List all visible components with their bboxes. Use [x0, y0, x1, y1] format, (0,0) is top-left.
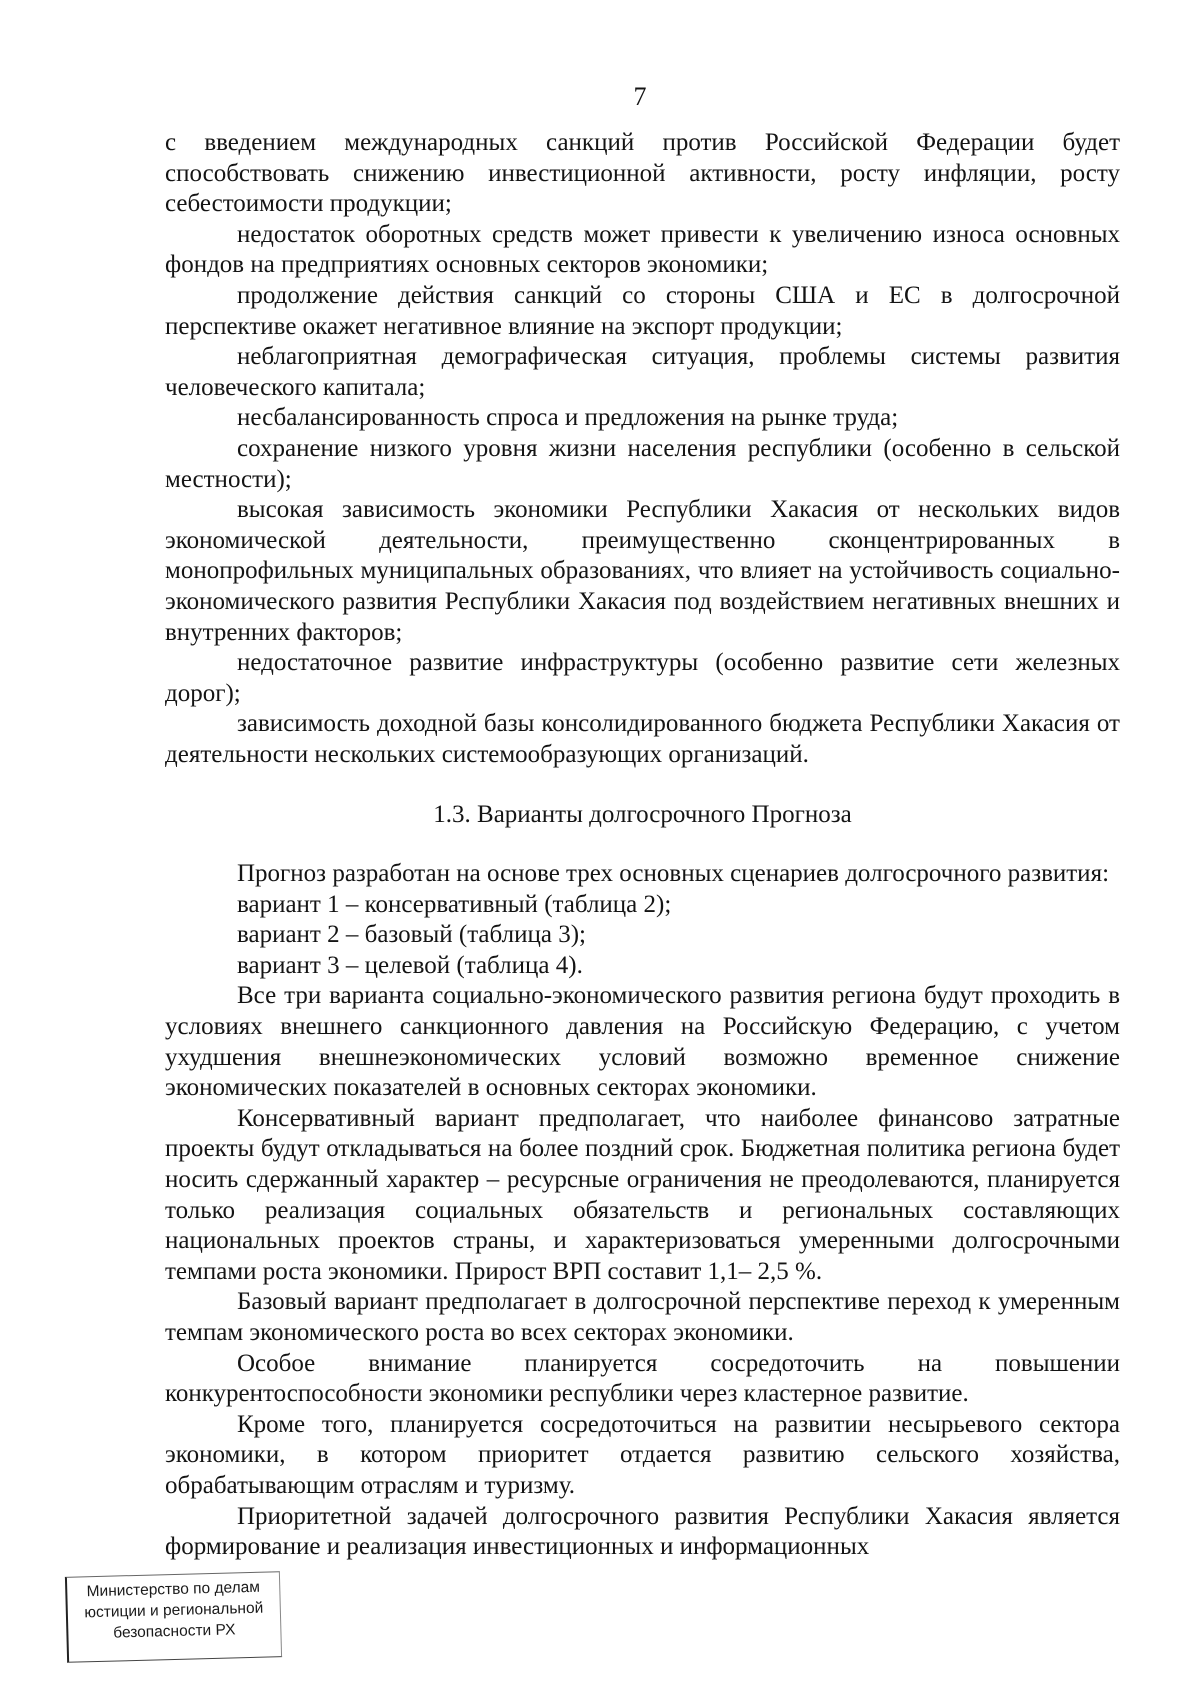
paragraph: зависимость доходной базы консолидированного бюджета Республики Хакасия от деятельности нескольких системообразующих организаций.	[165, 710, 1120, 768]
paragraph: вариант 2 – базовый (таблица 3);	[237, 921, 586, 949]
paragraph: Все три варианта социально-экономического развития региона будут проходить в условиях внешнего санкционного давления на Российскую Федерацию, с учетом ухудшения внешнеэкономических условий возможно временное снижение экономических показателей в основных секторах экономики.	[165, 982, 1120, 1102]
paragraph: сохранение низкого уровня жизни населения республики (особенно в сельской местности);	[165, 434, 1120, 493]
paragraph: недостаточное развитие инфраструктуры (особенно развитие сети железных дорог);	[165, 649, 1120, 707]
section-heading: 1.3. Варианты долгосрочного Прогноза	[433, 801, 852, 829]
paragraph: с введением международных санкций против Российской Федерации будет способствовать снижению инвестиционной активности, росту инфляции, росту себестоимости продукции;	[165, 129, 1120, 218]
paragraph: вариант 3 – целевой (таблица 4).	[237, 951, 583, 979]
paragraph: Приоритетной задачей долгосрочного развития Республики Хакасия является формирование и реализация инвестиционных и информационных	[165, 1502, 1120, 1561]
stamp-line: безопасности РХ	[113, 1621, 236, 1642]
paragraph: Кроме того, планируется сосредоточиться на развитии несырьевого сектора экономики, в котором приоритет отдается развитию сельского хозяйства, обрабатывающим отраслям и туризму.	[165, 1410, 1120, 1499]
registration-stamp	[65, 1571, 282, 1663]
paragraph: Особое внимание планируется сосредоточить на повышении конкурентоспособности экономики республики через кластерное развитие.	[165, 1349, 1120, 1408]
paragraph: Консервативный вариант предполагает, что наиболее финансово затратные проекты будут откладываться на более поздний срок. Бюджетная политика региона будет носить сдержанный характер – ресурсные ограничения не преодолеваются, планируется только реализация социальных обязательств и региональных составляющих национальных проектов страны, и характеризоваться умеренными долгосрочными темпами роста экономики. Прирост ВРП составит 1,1– 2,5 %.	[165, 1104, 1120, 1285]
stamp-line: юстиции и региональной	[84, 1599, 264, 1622]
stamp-line: Министерство по делам	[86, 1578, 261, 1601]
paragraph: вариант 1 – консервативный (таблица 2);	[237, 890, 672, 918]
paragraph: Базовый вариант предполагает в долгосрочной перспективе переход к умеренным темпам экономического роста во всех секторах экономики.	[165, 1288, 1120, 1346]
paragraph-group-forecast-variants	[165, 859, 1120, 1563]
paragraph-group-risks	[165, 128, 1120, 770]
paragraph: высокая зависимость экономики Республики Хакасия от нескольких видов экономической деятельности, преимущественно сконцентрированных в монопрофильных муниципальных образованиях, что влияет на устойчивость социально-экономического развития Республики Хакасия под воздействием негативных внешних и внутренних факторов;	[165, 496, 1120, 646]
document-body	[165, 128, 1120, 1563]
paragraph: недостаток оборотных средств может привести к увеличению износа основных фондов на предприятиях основных секторов экономики;	[165, 220, 1120, 279]
page-number: 7	[633, 82, 647, 111]
paragraph: несбалансированность спроса и предложения на рынке труда;	[237, 404, 899, 432]
paragraph: Прогноз разработан на основе трех основных сценариев долгосрочного развития:	[237, 860, 1110, 888]
paragraph: неблагоприятная демографическая ситуация, проблемы системы развития человеческого капитала;	[165, 343, 1120, 401]
paragraph: продолжение действия санкций со стороны США и ЕС в долгосрочной перспективе окажет негативное влияние на экспорт продукции;	[165, 281, 1120, 340]
